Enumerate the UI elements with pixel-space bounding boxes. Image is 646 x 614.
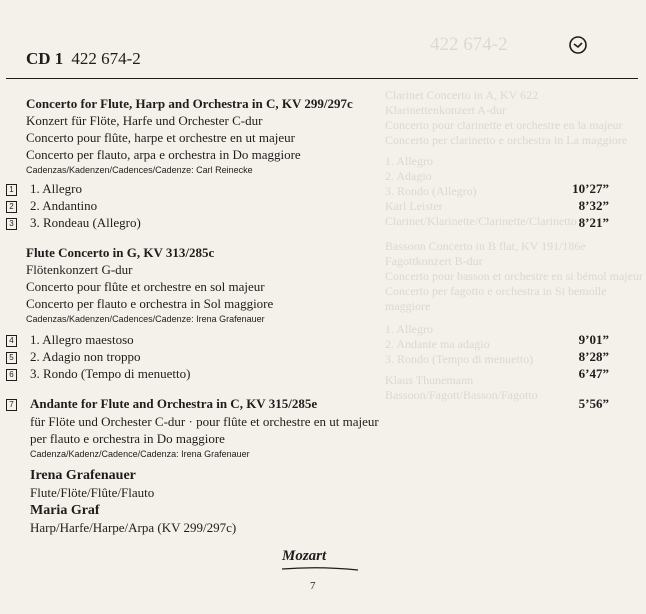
work2-block — [26, 244, 273, 325]
work1-block — [26, 95, 353, 176]
work1-it: Concerto per flauto, arpa e orchestra in Do maggiore — [26, 147, 301, 162]
work3-line2: per flauto e orchestra in Do maggiore — [30, 431, 225, 446]
performer-role: Harp/Harfe/Harpe/Arpa (KV 299/297c) — [30, 520, 237, 535]
track-number: 2 — [6, 201, 17, 213]
work1-title: Concerto for Flute, Harp and Orchestra in C, KV 299/297c — [26, 96, 353, 111]
track-title: 3. Rondeau (Allegro) — [30, 215, 141, 230]
cd-header — [26, 49, 141, 69]
work3-line1: für Flöte und Orchester C-dur · pour flûte et orchestre en ut majeur — [30, 414, 379, 429]
track-title: 1. Allegro — [30, 181, 82, 196]
track-row — [0, 396, 646, 413]
performer-name: Maria Graf — [30, 503, 100, 518]
catalog-number: 422 674-2 — [71, 49, 141, 68]
track-row — [0, 181, 646, 198]
track-title: 2. Andantino — [30, 198, 98, 213]
track-duration: 9’01” — [578, 332, 609, 347]
track-number: 5 — [6, 352, 17, 364]
track-duration: 6’47” — [578, 366, 609, 381]
bleed-through-text: Clarinet Concerto in A, KV 622 Klarinettenkonzert A-dur Concerto pour clarinette et orchestre en la majeur Concerto per clarinetto e orchestra in La maggiore 1. Allegro 2. Adagio 3. Rondo (Allegro) Karl Leister Clarinet/Klarinette/Clarinette/Clarinetto Bassoon Concerto in B flat, KV 191/186e Fagottkonzert B-dur Concerto pour basson et orchestre en si bémol majeur Concerto per fagotto e orchestra in Si bemolle maggiore 1. Allegro 2. Andante ma adagio 3. Rondo (Tempo di menuetto) Klaus Thunemann Bassoon/Fagott/Basson/Fagotto — [385, 88, 643, 402]
track-row — [0, 366, 646, 383]
track-duration: 8’21” — [578, 215, 609, 230]
track-row — [0, 332, 646, 349]
track-duration: 5’56” — [578, 396, 609, 411]
work3-block — [30, 413, 379, 460]
track-title: 2. Adagio non troppo — [30, 349, 141, 364]
track-number: 1 — [6, 184, 17, 196]
work2-cadenza: Cadenzas/Kadenzen/Cadences/Cadenze: Irena Grafenauer — [26, 314, 265, 324]
track-number: 7 — [6, 399, 17, 411]
track-number: 4 — [6, 335, 17, 347]
work3-cadenza: Cadenza/Kadenz/Cadence/Cadenza: Irena Grafenauer — [30, 449, 250, 459]
mozart-signature: Mozart — [282, 548, 327, 564]
work1-fr: Concerto pour flûte, harpe et orchestre en ut majeur — [26, 130, 295, 145]
cd-label: CD 1 — [26, 49, 64, 68]
track-duration: 8’28” — [578, 349, 609, 364]
track-title: 1. Allegro maestoso — [30, 332, 134, 347]
performers — [30, 467, 236, 536]
work2-title: Flute Concerto in G, KV 313/285c — [26, 245, 215, 260]
work1-cadenza: Cadenzas/Kadenzen/Cadences/Cadenze: Carl Reinecke — [26, 165, 253, 175]
work3-title: Andante for Flute and Orchestra in C, KV 315/285e — [30, 396, 318, 411]
work2-de: Flötenkonzert G-dur — [26, 262, 133, 277]
track-row — [0, 349, 646, 366]
page-number: 7 — [310, 580, 316, 592]
track-number: 6 — [6, 369, 17, 381]
work2-fr: Concerto pour flûte et orchestre en sol majeur — [26, 279, 265, 294]
track-number: 3 — [6, 218, 17, 230]
header-rule — [6, 78, 638, 79]
track-duration: 10’27” — [572, 181, 609, 196]
track-row — [0, 215, 646, 232]
track-duration: 8’32” — [578, 198, 609, 213]
track-title: 3. Rondo (Tempo di menuetto) — [30, 366, 191, 381]
bleed-through-header: 422 674-2 — [430, 34, 508, 55]
performer-role: Flute/Flöte/Flûte/Flauto — [30, 485, 155, 500]
track-row — [0, 198, 646, 215]
work2-it: Concerto per flauto e orchestra in Sol maggiore — [26, 296, 274, 311]
clock-icon — [567, 34, 589, 56]
signature-underline — [280, 566, 360, 572]
performer-name: Irena Grafenauer — [30, 468, 136, 483]
work1-de: Konzert für Flöte, Harfe und Orchester C-dur — [26, 113, 263, 128]
